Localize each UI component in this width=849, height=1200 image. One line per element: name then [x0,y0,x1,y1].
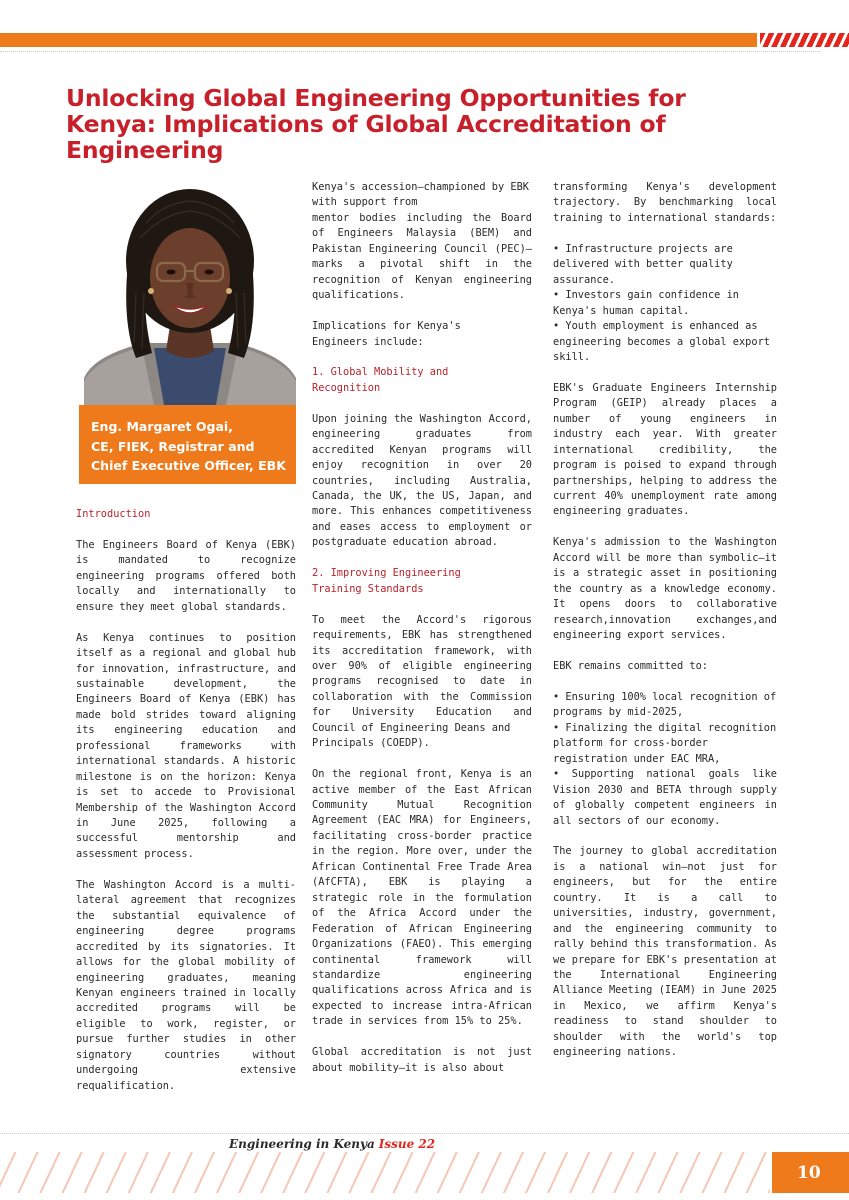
footer-stripe-decoration [0,1152,770,1193]
benefit-item: • Investors gain confidence in Kenya's human capital. [553,289,739,317]
column-1 [76,507,296,1110]
admission-text: Kenya's admission to the Washington Accord will be more than symbolic—it is a strategic asset in positioning the country as a knowledge economy. It opens doors to collaborative research,innovation exchanges,and engineering export services. [553,536,777,642]
trajectory-text: transforming Kenya's development trajectory. By benchmarking local training to international standards: [553,181,777,224]
paragraph-washington-accord: The Washington Accord is a multi-lateral agreement that recognizes the substantial equivalence of engineering degree programs accredited by its signatories. It allows for the global mobility of engineering graduates, meaning Kenyan engineers trained in locally accredited programs will be eligible to work, register, or pursue further studies in other signatory countries without undergoing extensive requalification. [76,878,296,1092]
section-2-heading-line-1: 2. Improving Engineering [312,567,461,580]
paragraph-milestone: As Kenya continues to position itself as a regional and global hub for innovation, infrastructure, and sustainable development, the Engineers Board of Kenya (EBK) has made bold strides toward aligning its engineering education and professional frameworks with international standards. A historic milestone is on the horizon: Kenya is set to accede to Provisional Membership of the Washington Accord in June 2025, following a successful mentorship and assessment process. [76,631,296,860]
accession-intro-line: Kenya's accession—championed by EBK with support from [312,181,529,209]
issue-number: Issue 22 [378,1137,436,1151]
top-orange-bar [0,33,757,47]
page-number: 10 [772,1152,849,1193]
journey-text: The journey to global accreditation is a national win—not just for engineers, but for the entire country. It is a call to universities, industry, government, and the engineering community to rally behind this transformation. As we prepare for EBK's presentation at the International Engineering Alliance Meeting (IEAM) in June 2025 in Mexico, we affirm Kenya's readiness to stand shoulder to shoulder with the world's top engineering nations. [553,845,777,1059]
paragraph-mandate: The Engineers Board of Kenya (EBK) is mandated to recognize engineering programs offered both locally and internationally to ensure they meet global standards. [76,538,296,613]
footer-publication [229,1137,435,1151]
caption-role: Chief Executive Officer, EBK [91,458,286,473]
accession-intro-text: mentor bodies including the Board of Engineers Malaysia (BEM) and Pakistan Engineering Council (PEC)—marks a pivotal shift in the recognition of Kenyan engineering qualifications. [312,211,532,302]
portrait-illustration [84,183,296,405]
section-2-tail: Principals (COEDP). [312,737,430,750]
regional-text: On the regional front, Kenya is an active member of the East African Community Mutual Recognition Agreement (EAC MRA) for Engineers, facilitating cross-border practice in the region. More over, under the African Continental Free Trade Area (AfCFTA), EBK is playing a strategic role in the formulation of the Africa Accord under the Federation of African Engineering Organizations (FAEO). This emerging continental framework will standardize engineering qualifications across Africa and is expected to increase intra-African trade in services from 15% to 25%. [312,768,532,1028]
introduction-heading: Introduction [76,508,151,520]
bottom-dotted-divider [0,1133,849,1134]
benefit-item: • Infrastructure projects are delivered with better quality assurance. [553,242,733,286]
caption-name: Eng. Margaret Ogai, [91,419,233,434]
publication-name: Engineering in Kenya [229,1137,375,1151]
section-2-heading-line-2: Training Standards [312,582,424,595]
committed-text: EBK remains committed to: [553,659,708,672]
geip-text: EBK's Graduate Engineers Internship Program (GEIP) already places a number of young engineers in industry each year. With greater international credibility, the program is poised to expand through partnerships, helping to address the current 40% unemployment rate among engineering graduates. [553,381,777,518]
benefit-item: • Youth employment is enhanced as engineering becomes a global export skill. [553,320,770,363]
commitment-item: • Supporting national goals like Vision 2030 and BETA through supply of globally competent engineers in all sectors of our economy. [553,768,777,827]
top-dotted-divider [0,51,820,52]
commitment-item: • Finalizing the digital recognition platform for cross-border registration under EAC MRA, [553,721,777,765]
section-1-heading-line-1: 1. Global Mobility and [312,366,449,379]
profile-photo [84,183,296,405]
caption-credentials: CE, FIEK, Registrar and [91,438,255,454]
closing-text: Global accreditation is not just about mobility—it is also about [312,1046,532,1074]
column-2 [312,180,532,1092]
commitment-item: • Ensuring 100% local recognition of programs by mid-2025, [553,690,777,719]
column-3 [553,180,777,1076]
top-stripe-decoration [760,33,849,47]
article-title: Unlocking Global Engineering Opportunities for Kenya: Implications of Global Accreditation of Engineering [66,84,686,164]
implications-line-1: Implications for Kenya's [312,320,461,333]
section-2-text: To meet the Accord's rigorous requirements, EBK has strengthened its accreditation framework, with over 90% of eligible engineering programs recognised to date in collaboration with the Commission for University Education and Council of Engineering Deans and [312,613,532,734]
profile-caption [79,405,296,484]
implications-line-2: Engineers include: [312,335,424,348]
section-1-heading-line-2: Recognition [312,381,381,394]
section-1-text: Upon joining the Washington Accord, engineering graduates from accredited Kenyan programs will enjoy recognition in over 20 countries, including Australia, Canada, the UK, the US, Japan, and more. This enhances competitiveness and eases access to employment or postgraduate education abroad. [312,412,532,549]
